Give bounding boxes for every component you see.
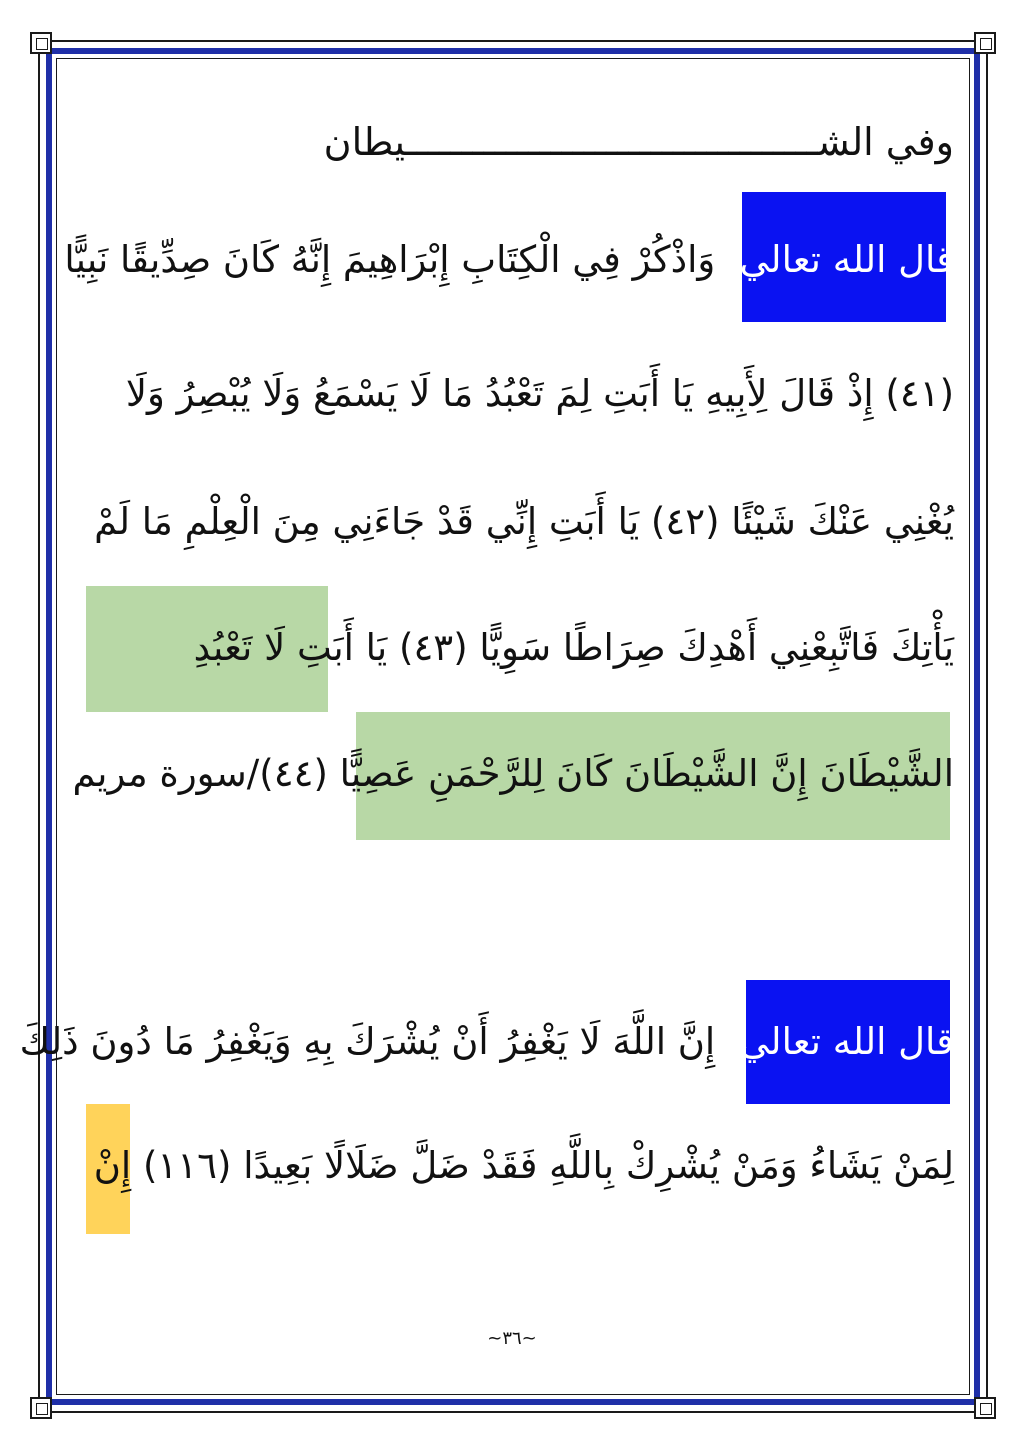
verse1-line4-text: يَأْتِكَ فَاتَّبِعْنِي أَهْدِكَ صِرَاطًا سَوِيًّا (٤٣) xyxy=(387,626,954,669)
page-number: ~٣٦~ xyxy=(487,1328,537,1349)
verse1-line5-reference: (٤٤)/سورة مريم xyxy=(72,752,340,795)
corner-ornament-top-left xyxy=(30,32,52,54)
page-title: وفي الشـــــــــــــــــــــــــــــــــــــيطان xyxy=(323,120,954,164)
verse1-line4 xyxy=(70,626,954,669)
verse1-line2: (٤١) إِذْ قَالَ لِأَبِيهِ يَا أَبَتِ لِمَ تَعْبُدُ مَا لَا يَسْمَعُ وَلَا يُبْصِرُ وَلَا xyxy=(125,372,954,415)
verse1-line4-highlight: يَا أَبَتِ لَا تَعْبُدِ xyxy=(193,626,388,669)
verse1-line5 xyxy=(70,752,954,795)
verse2-line1-text: إِنَّ اللَّهَ لَا يَغْفِرُ أَنْ يُشْرَكَ بِهِ وَيَغْفِرُ مَا دُونَ ذَلِكَ xyxy=(19,1020,727,1063)
corner-ornament-top-right xyxy=(974,32,996,54)
verse1-line1 xyxy=(64,238,954,281)
verse1-line3: يُغْنِي عَنْكَ شَيْئًا (٤٢) يَا أَبَتِ إِنِّي قَدْ جَاءَنِي مِنَ الْعِلْمِ مَا لَمْ xyxy=(94,500,954,543)
corner-ornament-bottom-right xyxy=(974,1397,996,1419)
verse1-line5-highlight: الشَّيْطَانَ إِنَّ الشَّيْطَانَ كَانَ لِلرَّحْمَنِ عَصِيًّا xyxy=(339,752,954,795)
verse2-lead: قال الله تعالي: xyxy=(726,1020,954,1063)
verse2-line2-highlight: إِنْ xyxy=(93,1144,132,1187)
verse2-line1 xyxy=(19,1020,954,1063)
verse2-line2-text: لِمَنْ يَشَاءُ وَمَنْ يُشْرِكْ بِاللَّهِ فَقَدْ ضَلَّ ضَلَالًا بَعِيدًا (١١٦) xyxy=(131,1144,954,1187)
verse1-lead: قال الله تعالي: xyxy=(726,238,954,281)
verse1-line1-text: وَاذْكُرْ فِي الْكِتَابِ إِبْرَاهِيمَ إِنَّهُ كَانَ صِدِّيقًا نَبِيًّا xyxy=(64,238,727,281)
verse2-line2 xyxy=(70,1144,954,1187)
corner-ornament-bottom-left xyxy=(30,1397,52,1419)
